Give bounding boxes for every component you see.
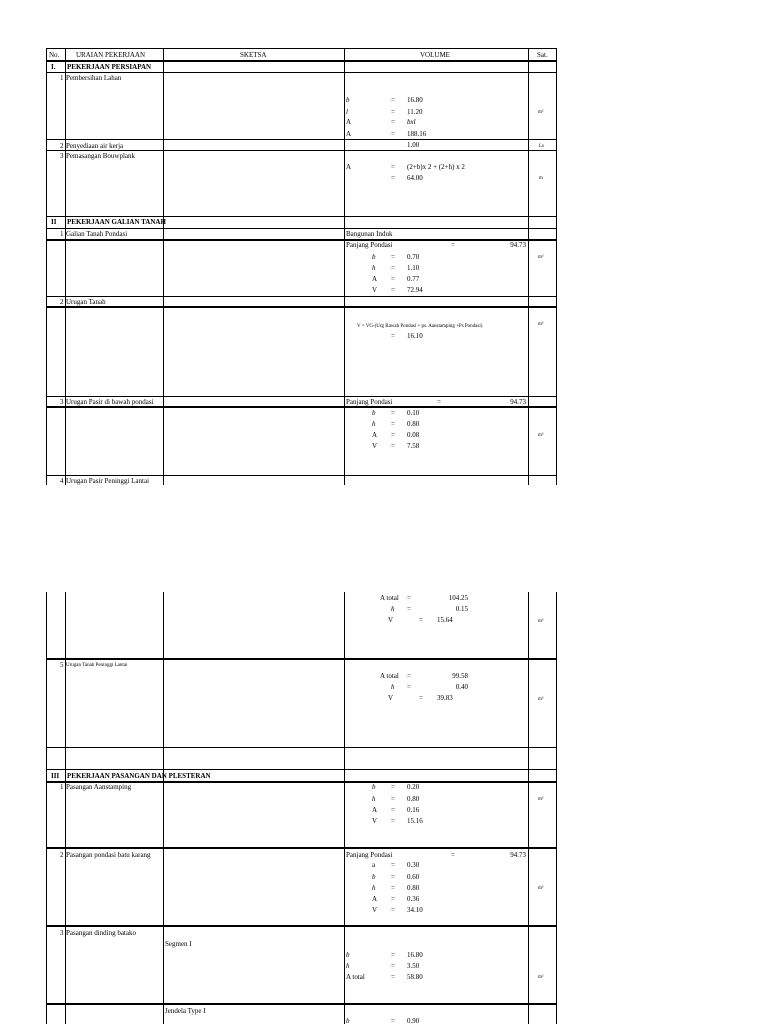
- s1-item1-a1: bxl: [407, 118, 416, 126]
- sym-a: A: [372, 275, 378, 283]
- eq: =: [419, 694, 423, 702]
- sym-b: b: [372, 783, 376, 791]
- s1-item2-label: Penyediaan air kerja: [66, 142, 124, 150]
- s2-item3-unit: m³: [538, 433, 544, 438]
- s3-item3-no: 3: [60, 929, 64, 937]
- s1-item2-val: 1.00: [407, 141, 420, 149]
- s3-item1-v: 15.16: [407, 817, 423, 825]
- eq: =: [391, 861, 395, 869]
- header-uraian: URAIAN PEKERJAAN: [76, 51, 146, 59]
- s1-item1-a2-sym: A: [346, 130, 352, 138]
- eq: =: [391, 332, 395, 340]
- sym-h: h: [391, 683, 395, 691]
- header-sat: Sat.: [537, 51, 548, 59]
- s2-item1-a: 0.77: [407, 275, 420, 283]
- s2-item4-v: 15.64: [437, 616, 453, 624]
- s3-item3-h: 3.50: [407, 962, 420, 970]
- eq: =: [451, 241, 455, 249]
- section-3-title: PEKERJAAN PASANGAN DAN PLESTERAN: [67, 772, 211, 780]
- s1-item1-label: Pembersihan Lahan: [66, 74, 122, 82]
- s2-item2-formula: V = VG-(Urg Bawah Pondasi + ps. Aanstamping +Ps Pondasi): [357, 324, 483, 329]
- s3-item2-unit: m³: [538, 886, 544, 891]
- sym-a-total: A total: [380, 594, 399, 602]
- sym-h: h: [346, 962, 350, 970]
- eq: =: [391, 96, 395, 104]
- header-sketsa: SKETSA: [240, 51, 267, 59]
- eq: =: [391, 286, 395, 294]
- s3-item2-b: 0.60: [407, 873, 420, 881]
- section-1-number: I.: [51, 63, 56, 71]
- s2-item4-h: 0.15: [455, 605, 468, 613]
- s1-item2-unit: Ls: [539, 144, 544, 149]
- s2-item4-no: 4: [60, 477, 64, 485]
- s2-item3-v: 7.58: [407, 442, 420, 450]
- header-volume: VOLUME: [420, 51, 450, 59]
- eq: =: [391, 409, 395, 417]
- s2-item2-no: 2: [60, 298, 64, 306]
- s2-item1-label: Galian Tanah Pondasi: [66, 230, 128, 238]
- s2-item4-unit: m³: [538, 619, 544, 624]
- s2-item1-pp: 94.73: [510, 241, 526, 249]
- s1-item3-unit: m: [539, 176, 543, 181]
- sym-a: A: [372, 895, 378, 903]
- sym-b: b: [346, 1017, 350, 1025]
- s2-item4-label: Urugan Pasir Peninggi Lantai: [66, 477, 150, 485]
- sym-v: V: [372, 442, 378, 450]
- s1-item1-b-sym: b: [346, 96, 350, 104]
- eq: =: [391, 795, 395, 803]
- s3-item2-h: 0.80: [407, 884, 420, 892]
- eq: =: [419, 616, 423, 624]
- s3-item2-pp: 94.73: [510, 851, 526, 859]
- s1-item1-no: 1: [60, 74, 64, 82]
- sym-h: h: [372, 420, 376, 428]
- eq: =: [391, 442, 395, 450]
- s2-item5-unit: m³: [538, 697, 544, 702]
- sym-h: h: [391, 605, 395, 613]
- eq: =: [391, 174, 395, 182]
- s1-item3-a-sym: A: [346, 163, 352, 171]
- s3-item1-b: 0.20: [407, 783, 420, 791]
- s1-item3-val: 64.00: [407, 174, 423, 182]
- s1-item3-label: Pemasangan Bouwplank: [66, 152, 136, 160]
- s2-item3-pp-label: Panjang Pondasi: [346, 398, 393, 406]
- eq: =: [407, 605, 411, 613]
- eq: =: [407, 683, 411, 691]
- s2-item1-bangunan: Bangunan Induk: [346, 230, 393, 238]
- eq: =: [391, 895, 395, 903]
- eq: =: [391, 873, 395, 881]
- s3-item2-a-lower: 0.30: [407, 861, 420, 869]
- s2-item3-pp: 94.73: [510, 398, 526, 406]
- sym-a-lower: a: [372, 861, 376, 869]
- sym-b: b: [372, 873, 376, 881]
- eq: =: [391, 884, 395, 892]
- s3-item1-h: 0.80: [407, 795, 420, 803]
- s2-item1-h: 1.10: [407, 264, 420, 272]
- sym-b: b: [346, 951, 350, 959]
- s1-item1-l-sym: l: [346, 108, 348, 116]
- s2-item1-v: 72.94: [407, 286, 423, 294]
- eq: =: [391, 817, 395, 825]
- sym-v: V: [372, 906, 378, 914]
- s1-item2-no: 2: [60, 142, 64, 150]
- s3-item3-segmen: Segmen I: [165, 940, 192, 948]
- s3-item3-unit: m²: [538, 975, 544, 980]
- s2-item3-a: 0.08: [407, 431, 420, 439]
- s1-item1-a1-sym: A: [346, 118, 352, 126]
- s2-item5-h: 0.40: [455, 683, 468, 691]
- s2-item2-v: 16.10: [407, 332, 423, 340]
- s3-item2-pp-label: Panjang Pondasi: [346, 851, 393, 859]
- eq: =: [391, 783, 395, 791]
- s2-item3-label: Urugan Pasir di bawah pondasi: [66, 398, 154, 406]
- sym-v: V: [372, 817, 378, 825]
- s3-item3-jb: 0.90: [407, 1017, 420, 1025]
- section-2-number: II: [51, 218, 57, 226]
- s3-item1-no: 1: [60, 783, 64, 791]
- eq: =: [451, 851, 455, 859]
- s3-item2-a: 0.36: [407, 895, 420, 903]
- s2-item1-b: 0.70: [407, 253, 420, 261]
- eq: =: [437, 398, 441, 406]
- s3-item2-no: 2: [60, 851, 64, 859]
- s3-item3-label: Pasangan dinding batako: [66, 929, 136, 937]
- s2-item5-v: 39.83: [437, 694, 453, 702]
- sym-h: h: [372, 795, 376, 803]
- s2-item4-at: 104.25: [448, 594, 468, 602]
- header-no: No.: [49, 51, 60, 59]
- eq: =: [391, 906, 395, 914]
- s2-item3-b: 0.10: [407, 409, 420, 417]
- s2-item1-pp-label: Panjang Pondasi: [346, 241, 393, 249]
- s3-item1-label: Pasangan Aanstamping: [66, 783, 132, 791]
- eq: =: [391, 951, 395, 959]
- s3-item2-v: 34.10: [407, 906, 423, 914]
- s2-item5-label: Urugan Tanah Peninggi Lantai: [66, 663, 128, 668]
- s3-item1-unit: m³: [538, 797, 544, 802]
- eq: =: [391, 431, 395, 439]
- eq: =: [391, 962, 395, 970]
- s2-item5-at: 99.58: [452, 672, 468, 680]
- s3-item2-label: Pasangan pondasi batu karang: [66, 851, 151, 859]
- s2-item1-unit: m³: [538, 255, 544, 260]
- eq: =: [391, 130, 395, 138]
- eq: =: [391, 108, 395, 116]
- eq: =: [391, 1017, 395, 1025]
- eq: =: [391, 806, 395, 814]
- section-3-number: III: [51, 772, 60, 780]
- sym-h: h: [372, 264, 376, 272]
- eq: =: [391, 973, 395, 981]
- s2-item5-no: 5: [60, 661, 64, 669]
- s1-item1-l: 11.20: [407, 108, 423, 116]
- sym-v: V: [388, 694, 394, 702]
- s2-item1-no: 1: [60, 230, 64, 238]
- s3-item3-jendela: Jendela Type I: [165, 1007, 206, 1015]
- sym-a-total: A total: [346, 973, 365, 981]
- sym-b: b: [372, 409, 376, 417]
- s3-item1-a: 0.16: [407, 806, 420, 814]
- s1-item1-a2: 188.16: [407, 130, 427, 138]
- eq: =: [391, 420, 395, 428]
- eq: =: [391, 253, 395, 261]
- eq: =: [391, 163, 395, 171]
- s2-item2-unit: m³: [538, 322, 544, 327]
- eq: =: [391, 275, 395, 283]
- section-1-title: PEKERJAAN PERSIAPAN: [67, 63, 152, 71]
- s1-item3-formula: (2+b)x 2 + (2+h) x 2: [407, 163, 465, 171]
- s1-item1-b: 16.80: [407, 96, 423, 104]
- sym-h: h: [372, 884, 376, 892]
- eq: =: [407, 672, 411, 680]
- eq: =: [391, 264, 395, 272]
- s1-item3-no: 3: [60, 152, 64, 160]
- eq: =: [407, 594, 411, 602]
- sym-a-total: A total: [380, 672, 399, 680]
- s1-item1-unit: m²: [538, 110, 544, 115]
- sym-a: A: [372, 431, 378, 439]
- sym-b: b: [372, 253, 376, 261]
- s2-item2-label: Urugan Tanah: [66, 298, 106, 306]
- section-2-title: PEKERJAAN GALIAN TANAH: [67, 218, 166, 226]
- sym-v: V: [372, 286, 378, 294]
- s3-item3-at: 58.80: [407, 973, 423, 981]
- s3-item3-b: 16.80: [407, 951, 423, 959]
- s2-item3-h: 0.80: [407, 420, 420, 428]
- eq: =: [391, 118, 395, 126]
- s2-item3-no: 3: [60, 398, 64, 406]
- sym-a: A: [372, 806, 378, 814]
- sym-v: V: [388, 616, 394, 624]
